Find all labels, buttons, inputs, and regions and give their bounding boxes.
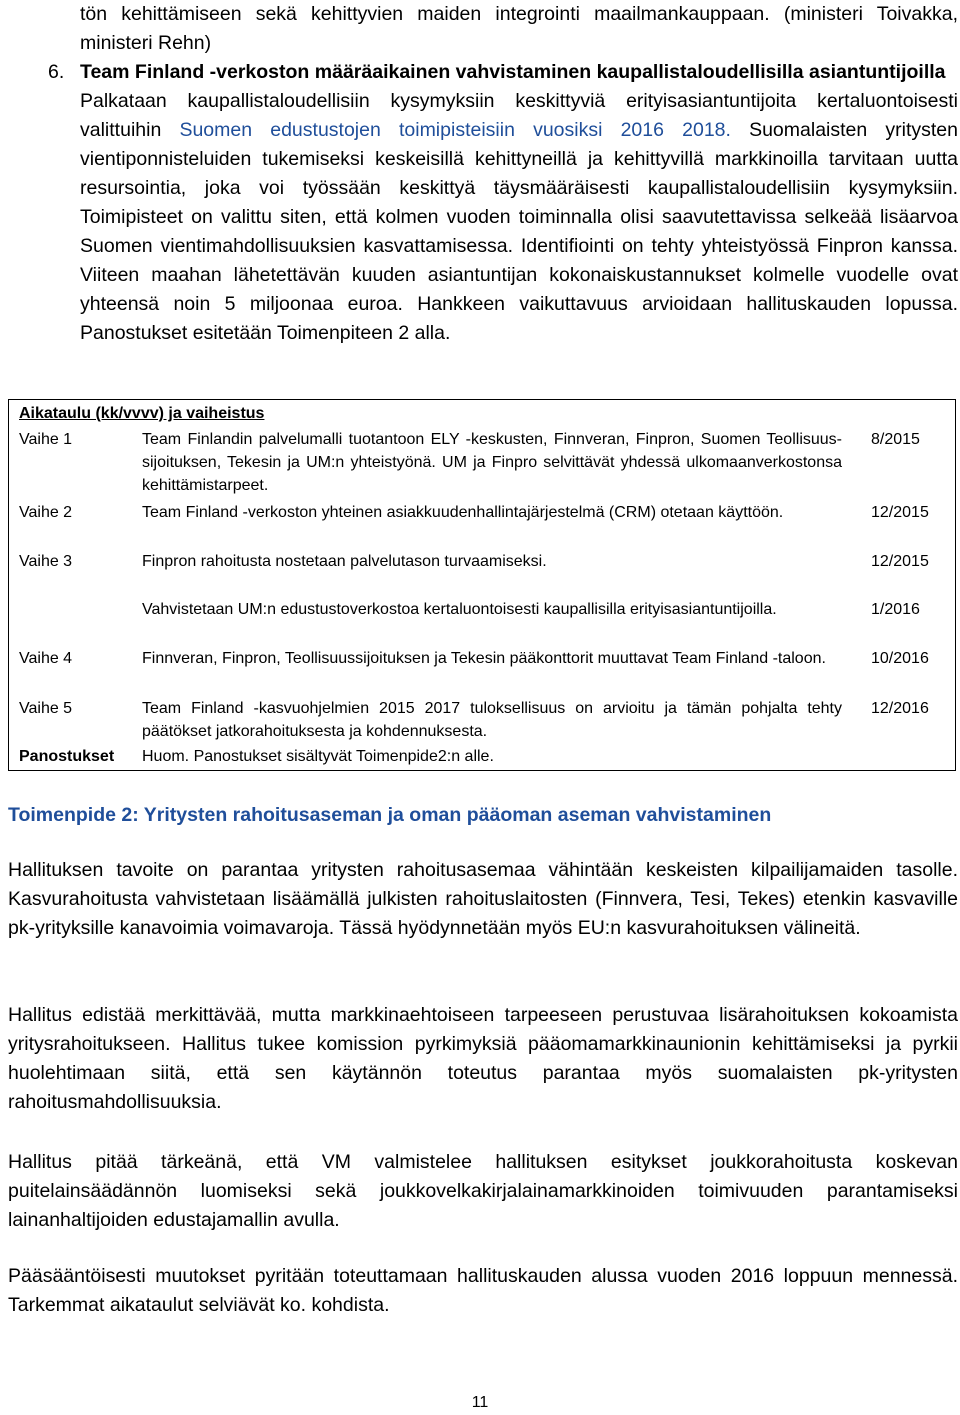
schedule-description: Finpron rahoitusta nostetaan palvelutason turvaamiseksi. — [142, 553, 547, 570]
list-item-heading: Team Finland -verkoston määräaikainen vahvistaminen kaupallistaloudellisilla asiantuntijoilla — [80, 61, 946, 83]
page-number: 11 — [471, 1394, 489, 1411]
section-paragraph: Hallituksen tavoite on parantaa yritysten rahoitusasemaa vähintään keskeisten kilpailijamaiden tasolle. Kasvurahoitusta vahvistetaan lisäämällä julkisten rahoituslaitosten (Finnvera, Tesi, Tekes) etenkin kasvaville pk-yrityksille kanavoimia voimavaroja. Tässä hyödynnetään myös EU:n kasvurahoituksen välineitä. — [8, 859, 958, 939]
schedule-phase: Vaihe 5 — [19, 700, 73, 717]
schedule-table — [8, 399, 956, 771]
section-heading: Toimenpide 2: Yritysten rahoitusaseman ja oman pääoman aseman vahvistaminen — [8, 804, 772, 826]
schedule-description: Huom. Panostukset sisältyvät Toimenpide2:n alle. — [142, 748, 494, 765]
schedule-phase: Vaihe 2 — [19, 504, 73, 521]
list-item-body — [80, 58, 958, 348]
schedule-date: 1/2016 — [871, 601, 920, 618]
schedule-phase: Panostukset — [19, 748, 115, 765]
schedule-date: 12/2016 — [871, 700, 929, 717]
schedule-description: Team Finlandin palvelumalli tuotantoon ELY -keskusten, Finnveran, Finpron, Suomen Teollisuus-sijoituksen, Tekesin ja UM:n yhteistyönä. UM ja Finpro selvittävät yhdessä ulkomaanverkostonsa kehittämistarpeet. — [142, 431, 842, 494]
list-item-text — [80, 87, 958, 348]
schedule-description: Team Finland -verkoston yhteinen asiakkuudenhallintajärjestelmä (CRM) otetaan käyttöön. — [142, 504, 784, 521]
section-paragraph: Pääsääntöisesti muutokset pyritään toteuttamaan hallituskauden alussa vuoden 2016 loppuun mennessä. Tarkemmat aikataulut selviävät ko. kohdista. — [8, 1265, 958, 1316]
schedule-description: Finnveran, Finpron, Teollisuussijoituksen ja Tekesin pääkonttorit muuttavat Team Finland -taloon. — [142, 650, 826, 667]
schedule-date: 12/2015 — [871, 553, 929, 570]
schedule-description: Team Finland -kasvuohjelmien 2015 2017 tuloksellisuus on arvioitu ja tämän pohjalta tehty päätökset jatkorahoituksesta ja kohdennuksesta. — [142, 700, 842, 740]
list-item-number: 6. — [48, 61, 65, 83]
schedule-phase: Vaihe 1 — [19, 431, 73, 448]
item-text-part1: Palkataan kaupallistaloudellisiin kysymyksiin keskittyviä erityisasiantuntijoita kertaluontoisesti valittuihin — [80, 90, 958, 141]
schedule-date: 10/2016 — [871, 650, 929, 667]
schedule-date: 12/2015 — [871, 504, 929, 521]
section-paragraph: Hallitus edistää merkittävää, mutta markkinaehtoiseen tarpeeseen perustuvaa lisärahoituksen kokoamista yritysrahoitukseen. Hallitus tukee komission pyrkimyksiä pääomamarkkinaunionin kehittämiseksi ja pyrkii huolehtimaan siitä, että sen käytännön toteutus parantaa myös suomalaisten pk-yritysten rahoitusmahdollisuuksia. — [8, 1004, 958, 1113]
item-text-highlight: Suomen edustustojen toimipisteisiin vuosiksi 2016 2018. — [179, 119, 731, 141]
intro-continuation-text: tön kehittämiseen sekä kehittyvien maiden integrointi maailmankauppaan. (ministeri Toivakka, ministeri Rehn) — [80, 3, 958, 54]
schedule-date: 8/2015 — [871, 431, 920, 448]
schedule-phase: Vaihe 3 — [19, 553, 73, 570]
section-paragraph: Hallitus pitää tärkeänä, että VM valmistelee hallituksen esitykset joukkorahoitusta koskevan puitelainsäädännön luomiseksi sekä joukkovelkakirjalainamarkkinoiden toimivuuden parantamiseksi lainanhaltijoiden edustajamallin avulla. — [8, 1151, 958, 1231]
schedule-title: Aikataulu (kk/vvvv) ja vaiheistus — [19, 405, 265, 422]
schedule-description: Vahvistetaan UM:n edustustoverkostoa kertaluontoisesti kaupallisilla erityisasiantuntijoilla. — [142, 601, 777, 618]
schedule-phase: Vaihe 4 — [19, 650, 73, 667]
item-text-part2: Suomalaisten yritysten vientiponnisteluiden tukemiseksi keskeisillä kehittyneillä ja kehittyvillä markkinoilla tarvitaan uutta resursointia, joka voi työssään keskittyä täysmääräisesti kaupallistaloudellisiin kysymyksiin. Toimipisteet on valittu siten, että kolmen vuoden toiminnalla olisi saavutettavissa selkeää lisäarvoa Suomen vientimahdollisuuksien kasvattamisessa. Identifiointi on tehty yhteistyössä Finpron kanssa. Viiteen maahan lähetettävän kuuden asiantuntijan kokonaiskustannukset kolmelle vuodelle ovat yhteensä noin 5 miljoonaa euroa. Hankkeen vaikuttavuus arvioidaan hallituskauden lopussa. Panostukset esitetään Toimenpiteen 2 alla. — [80, 119, 958, 344]
